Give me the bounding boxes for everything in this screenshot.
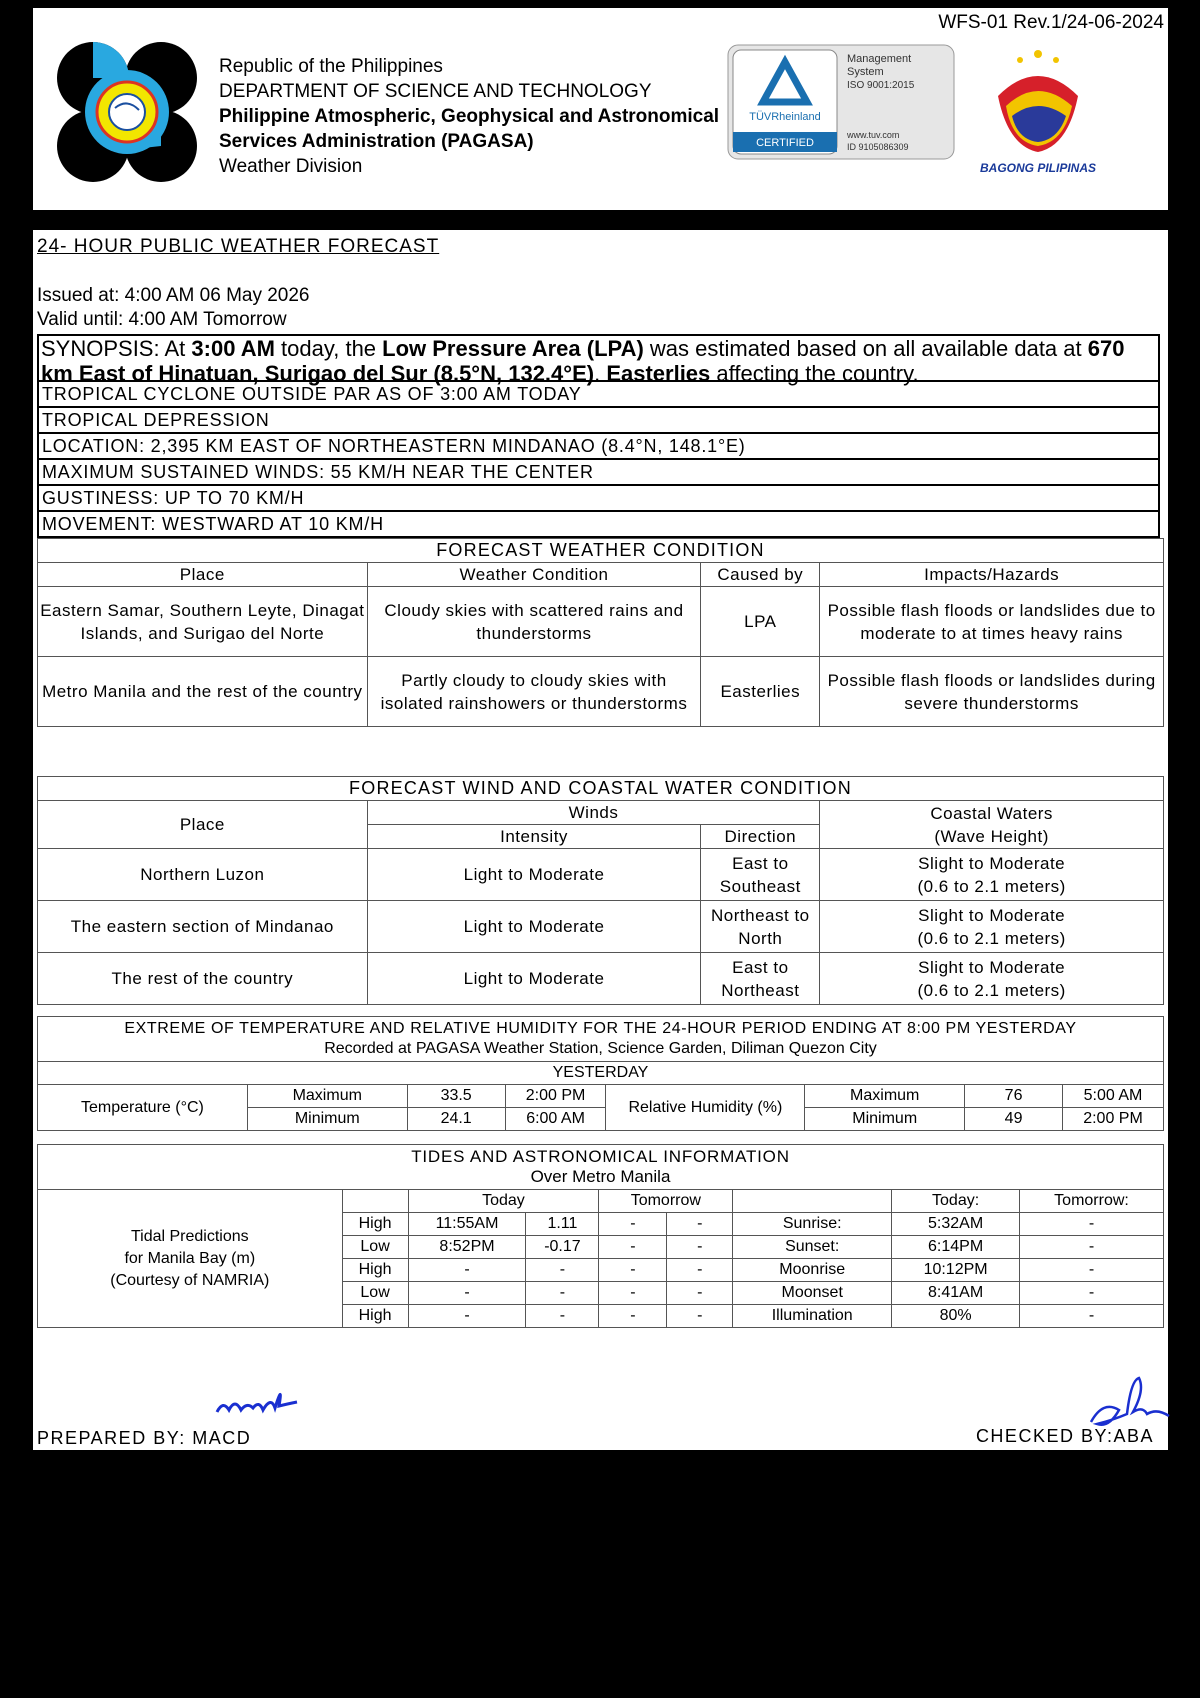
svg-text:TÜVRheinland: TÜVRheinland xyxy=(749,111,821,123)
astro-today: 8:41AM xyxy=(892,1282,1020,1305)
wind-header-direction: Direction xyxy=(701,825,820,849)
astro-tomorrow: - xyxy=(1020,1236,1164,1259)
astro-header-blank xyxy=(733,1190,892,1213)
weather-impacts: Possible flash floods or landslides during severe thunderstorms xyxy=(820,657,1164,727)
tide-height-tomorrow: - xyxy=(667,1259,733,1282)
weather-condition: Partly cloudy to cloudy skies with isolated rainshowers or thunderstorms xyxy=(367,657,701,727)
tuv-certification-logo xyxy=(727,44,955,160)
wind-direction xyxy=(701,953,820,1005)
checked-by: CHECKED BY:ABA xyxy=(975,1426,1154,1446)
astro-label: Sunrise: xyxy=(733,1213,892,1236)
wind-header-coastal xyxy=(820,801,1164,849)
table-row xyxy=(38,657,1164,727)
tc-gustiness: GUSTINESS: UP TO 70 KM/H xyxy=(37,486,1160,512)
weather-impacts: Possible flash floods or landslides due to moderate to at times heavy rains xyxy=(820,587,1164,657)
astro-tomorrow: - xyxy=(1020,1259,1164,1282)
temperature-label: Temperature (°C) xyxy=(38,1085,248,1131)
wind-header-wave-label: (Wave Height) xyxy=(934,826,1049,846)
wind-section-title: FORECAST WIND AND COASTAL WATER CONDITION xyxy=(38,777,1164,801)
wind-direction-line: East to xyxy=(732,853,789,873)
wind-direction-line: Southeast xyxy=(719,876,801,896)
svg-text:BAGONG PILIPINAS: BAGONG PILIPINAS xyxy=(979,161,1097,175)
tidal-label-line: for Manila Bay (m) xyxy=(124,1249,256,1267)
tides-header-today: Today xyxy=(408,1190,599,1213)
table-row xyxy=(38,901,1164,953)
weather-cause: LPA xyxy=(701,587,820,657)
tides-subtitle: Over Metro Manila xyxy=(530,1167,671,1186)
coastal-state: Slight to Moderate xyxy=(918,905,1066,925)
tide-time-today: - xyxy=(408,1259,526,1282)
wind-header-coastal-label: Coastal Waters xyxy=(930,803,1053,823)
tc-movement: MOVEMENT: WESTWARD AT 10 KM/H xyxy=(37,512,1160,538)
tc-category: TROPICAL DEPRESSION xyxy=(37,408,1160,434)
tc-winds: MAXIMUM SUSTAINED WINDS: 55 KM/H NEAR THE CENTER xyxy=(37,460,1160,486)
tide-time-today: - xyxy=(408,1305,526,1328)
wind-direction-line: East to xyxy=(732,957,789,977)
table-row xyxy=(38,587,1164,657)
coastal-state: Slight to Moderate xyxy=(918,853,1066,873)
extreme-temperature-table xyxy=(37,1016,1164,1131)
forecast-title: 24- HOUR PUBLIC WEATHER FORECAST xyxy=(37,236,440,257)
valid-until: Valid until: 4:00 AM Tomorrow xyxy=(37,309,287,330)
tide-time-tomorrow: - xyxy=(599,1236,667,1259)
tide-height-today: - xyxy=(526,1282,599,1305)
tide-type: Low xyxy=(342,1282,408,1305)
tides-table xyxy=(37,1144,1164,1328)
wind-header-winds: Winds xyxy=(367,801,820,825)
synopsis-easterlies: Easterlies xyxy=(606,361,711,386)
rh-max-value: 76 xyxy=(965,1085,1063,1108)
weather-header-impacts: Impacts/Hazards xyxy=(820,563,1164,587)
synopsis-system: Low Pressure Area (LPA) xyxy=(382,336,644,361)
weather-place: Metro Manila and the rest of the country xyxy=(38,657,368,727)
tide-type: High xyxy=(342,1213,408,1236)
tide-height-today: -0.17 xyxy=(526,1236,599,1259)
astro-today: 5:32AM xyxy=(892,1213,1020,1236)
bagong-pilipinas-logo xyxy=(968,36,1108,176)
weather-cause: Easterlies xyxy=(701,657,820,727)
synopsis-text-5: affecting the country. xyxy=(710,361,919,386)
synopsis-text-2: today, the xyxy=(274,336,383,361)
temp-min-time: 6:00 AM xyxy=(505,1108,606,1131)
humidity-label: Relative Humidity (%) xyxy=(606,1085,805,1131)
wind-direction xyxy=(701,849,820,901)
svg-text:System: System xyxy=(847,66,884,78)
pagasa-seal-logo xyxy=(53,38,201,186)
weather-header-cause: Caused by xyxy=(701,563,820,587)
rh-min-value: 49 xyxy=(965,1108,1063,1131)
agency-line-dost: DEPARTMENT OF SCIENCE AND TECHNOLOGY xyxy=(219,81,652,102)
tide-type: Low xyxy=(342,1236,408,1259)
svg-text:ISO 9001:2015: ISO 9001:2015 xyxy=(847,80,915,91)
svg-text:www.tuv.com: www.tuv.com xyxy=(847,130,900,140)
temp-max-value: 33.5 xyxy=(407,1085,505,1108)
wind-intensity: Light to Moderate xyxy=(367,901,701,953)
tide-time-today: 11:55AM xyxy=(408,1213,526,1236)
wind-header-intensity: Intensity xyxy=(367,825,701,849)
astro-today: 6:14PM xyxy=(892,1236,1020,1259)
weather-header-condition: Weather Condition xyxy=(367,563,701,587)
extreme-period: YESTERDAY xyxy=(38,1062,1164,1085)
synopsis-text-4: . xyxy=(594,361,607,386)
tc-location: LOCATION: 2,395 KM EAST OF NORTHEASTERN MINDANAO (8.4°N, 148.1°E) xyxy=(37,434,1160,460)
wind-intensity: Light to Moderate xyxy=(367,953,701,1005)
wind-place: The rest of the country xyxy=(38,953,368,1005)
wind-header-place: Place xyxy=(38,801,368,849)
temp-min-label: Minimum xyxy=(247,1108,407,1131)
tidal-label xyxy=(38,1190,343,1328)
wind-direction xyxy=(701,901,820,953)
weather-place: Eastern Samar, Southern Leyte, Dinagat Islands, and Surigao del Norte xyxy=(38,587,368,657)
astro-label: Illumination xyxy=(733,1305,892,1328)
svg-text:CERTIFIED: CERTIFIED xyxy=(756,137,814,149)
tide-type: High xyxy=(342,1305,408,1328)
astro-label: Moonrise xyxy=(733,1259,892,1282)
rh-min-label: Minimum xyxy=(805,1108,965,1131)
preparer-signature xyxy=(213,1376,313,1426)
wind-coastal-table xyxy=(37,776,1164,1005)
wind-direction-line: North xyxy=(738,928,783,948)
tide-height-today: - xyxy=(526,1305,599,1328)
tides-heading xyxy=(38,1145,1164,1190)
svg-text:ID 9105086309: ID 9105086309 xyxy=(847,142,909,152)
tide-height-today: 1.11 xyxy=(526,1213,599,1236)
weather-header-place: Place xyxy=(38,563,368,587)
agency-line-pagasa-2: Services Administration (PAGASA) xyxy=(219,131,534,152)
weather-section-title: FORECAST WEATHER CONDITION xyxy=(38,539,1164,563)
svg-text:Management: Management xyxy=(847,53,912,65)
rh-min-time: 2:00 PM xyxy=(1063,1108,1164,1131)
coastal-state: Slight to Moderate xyxy=(918,957,1066,977)
synopsis-text-1: SYNOPSIS: At xyxy=(41,336,192,361)
tide-height-tomorrow: - xyxy=(667,1305,733,1328)
tidal-label-line: (Courtesy of NAMRIA) xyxy=(110,1271,270,1289)
synopsis-time: 3:00 AM xyxy=(191,336,275,361)
issued-at: Issued at: 4:00 AM 06 May 2026 xyxy=(37,285,310,306)
tides-header-tomorrow: Tomorrow xyxy=(599,1190,733,1213)
wave-height: (0.6 to 2.1 meters) xyxy=(917,876,1066,896)
tide-time-today: 8:52PM xyxy=(408,1236,526,1259)
agency-line-pagasa-1: Philippine Atmospheric, Geophysical and Astronomical xyxy=(219,106,720,127)
astro-header-tomorrow: Tomorrow: xyxy=(1020,1190,1164,1213)
extreme-title: EXTREME OF TEMPERATURE AND RELATIVE HUMIDITY FOR THE 24-HOUR PERIOD ENDING AT 8:00 PM YESTERDAY xyxy=(124,1020,1077,1037)
tide-time-tomorrow: - xyxy=(599,1282,667,1305)
extreme-subtitle: Recorded at PAGASA Weather Station, Science Garden, Diliman Quezon City xyxy=(324,1040,877,1057)
tide-height-today: - xyxy=(526,1259,599,1282)
weather-condition: Cloudy skies with scattered rains and thunderstorms xyxy=(367,587,701,657)
rh-max-label: Maximum xyxy=(805,1085,965,1108)
issue-info xyxy=(37,284,310,332)
astro-today: 80% xyxy=(892,1305,1020,1328)
weather-condition-table xyxy=(37,538,1164,727)
tide-time-tomorrow: - xyxy=(599,1305,667,1328)
coastal-waters xyxy=(820,901,1164,953)
synopsis-location: 670 km East of Hinatuan, Surigao del Sur (8.5°N, 132.4°E) xyxy=(41,336,1125,386)
tide-time-tomorrow: - xyxy=(599,1259,667,1282)
tide-time-today: - xyxy=(408,1282,526,1305)
extreme-heading xyxy=(38,1017,1164,1062)
synopsis-text-3: was estimated based on all available data at xyxy=(643,336,1088,361)
tides-title: TIDES AND ASTRONOMICAL INFORMATION xyxy=(411,1147,790,1166)
wave-height: (0.6 to 2.1 meters) xyxy=(917,980,1066,1000)
temp-min-value: 24.1 xyxy=(407,1108,505,1131)
rh-max-time: 5:00 AM xyxy=(1063,1085,1164,1108)
prepared-by: PREPARED BY: MACD xyxy=(37,1428,252,1448)
astro-tomorrow: - xyxy=(1020,1305,1164,1328)
astro-today: 10:12PM xyxy=(892,1259,1020,1282)
temp-max-time: 2:00 PM xyxy=(505,1085,606,1108)
agency-name xyxy=(219,54,719,179)
tide-height-tomorrow: - xyxy=(667,1236,733,1259)
tc-header: TROPICAL CYCLONE OUTSIDE PAR AS OF 3:00 AM TODAY xyxy=(37,382,1160,408)
astro-tomorrow: - xyxy=(1020,1282,1164,1305)
tide-height-tomorrow: - xyxy=(667,1213,733,1236)
agency-line-division: Weather Division xyxy=(219,156,363,177)
wind-place: Northern Luzon xyxy=(38,849,368,901)
agency-line-republic: Republic of the Philippines xyxy=(219,56,443,77)
tide-height-tomorrow: - xyxy=(667,1282,733,1305)
tidal-label-line: Tidal Predictions xyxy=(130,1227,249,1245)
table-row xyxy=(38,953,1164,1005)
table-row xyxy=(38,849,1164,901)
coastal-waters xyxy=(820,849,1164,901)
wave-height: (0.6 to 2.1 meters) xyxy=(917,928,1066,948)
tides-header-blank xyxy=(342,1190,408,1213)
coastal-waters xyxy=(820,953,1164,1005)
astro-header-today: Today: xyxy=(892,1190,1020,1213)
tide-type: High xyxy=(342,1259,408,1282)
tide-time-tomorrow: - xyxy=(599,1213,667,1236)
wind-direction-line: Northeast xyxy=(721,980,800,1000)
wind-intensity: Light to Moderate xyxy=(367,849,701,901)
forecast-document xyxy=(33,230,1168,1450)
form-code: WFS-01 Rev.1/24-06-2024 xyxy=(938,12,1164,33)
astro-tomorrow: - xyxy=(1020,1213,1164,1236)
astro-label: Moonset xyxy=(733,1282,892,1305)
astro-label: Sunset: xyxy=(733,1236,892,1259)
letterhead xyxy=(33,8,1168,210)
wind-place: The eastern section of Mindanao xyxy=(38,901,368,953)
synopsis xyxy=(37,334,1160,386)
wind-direction-line: Northeast to xyxy=(711,905,810,925)
temp-max-label: Maximum xyxy=(247,1085,407,1108)
